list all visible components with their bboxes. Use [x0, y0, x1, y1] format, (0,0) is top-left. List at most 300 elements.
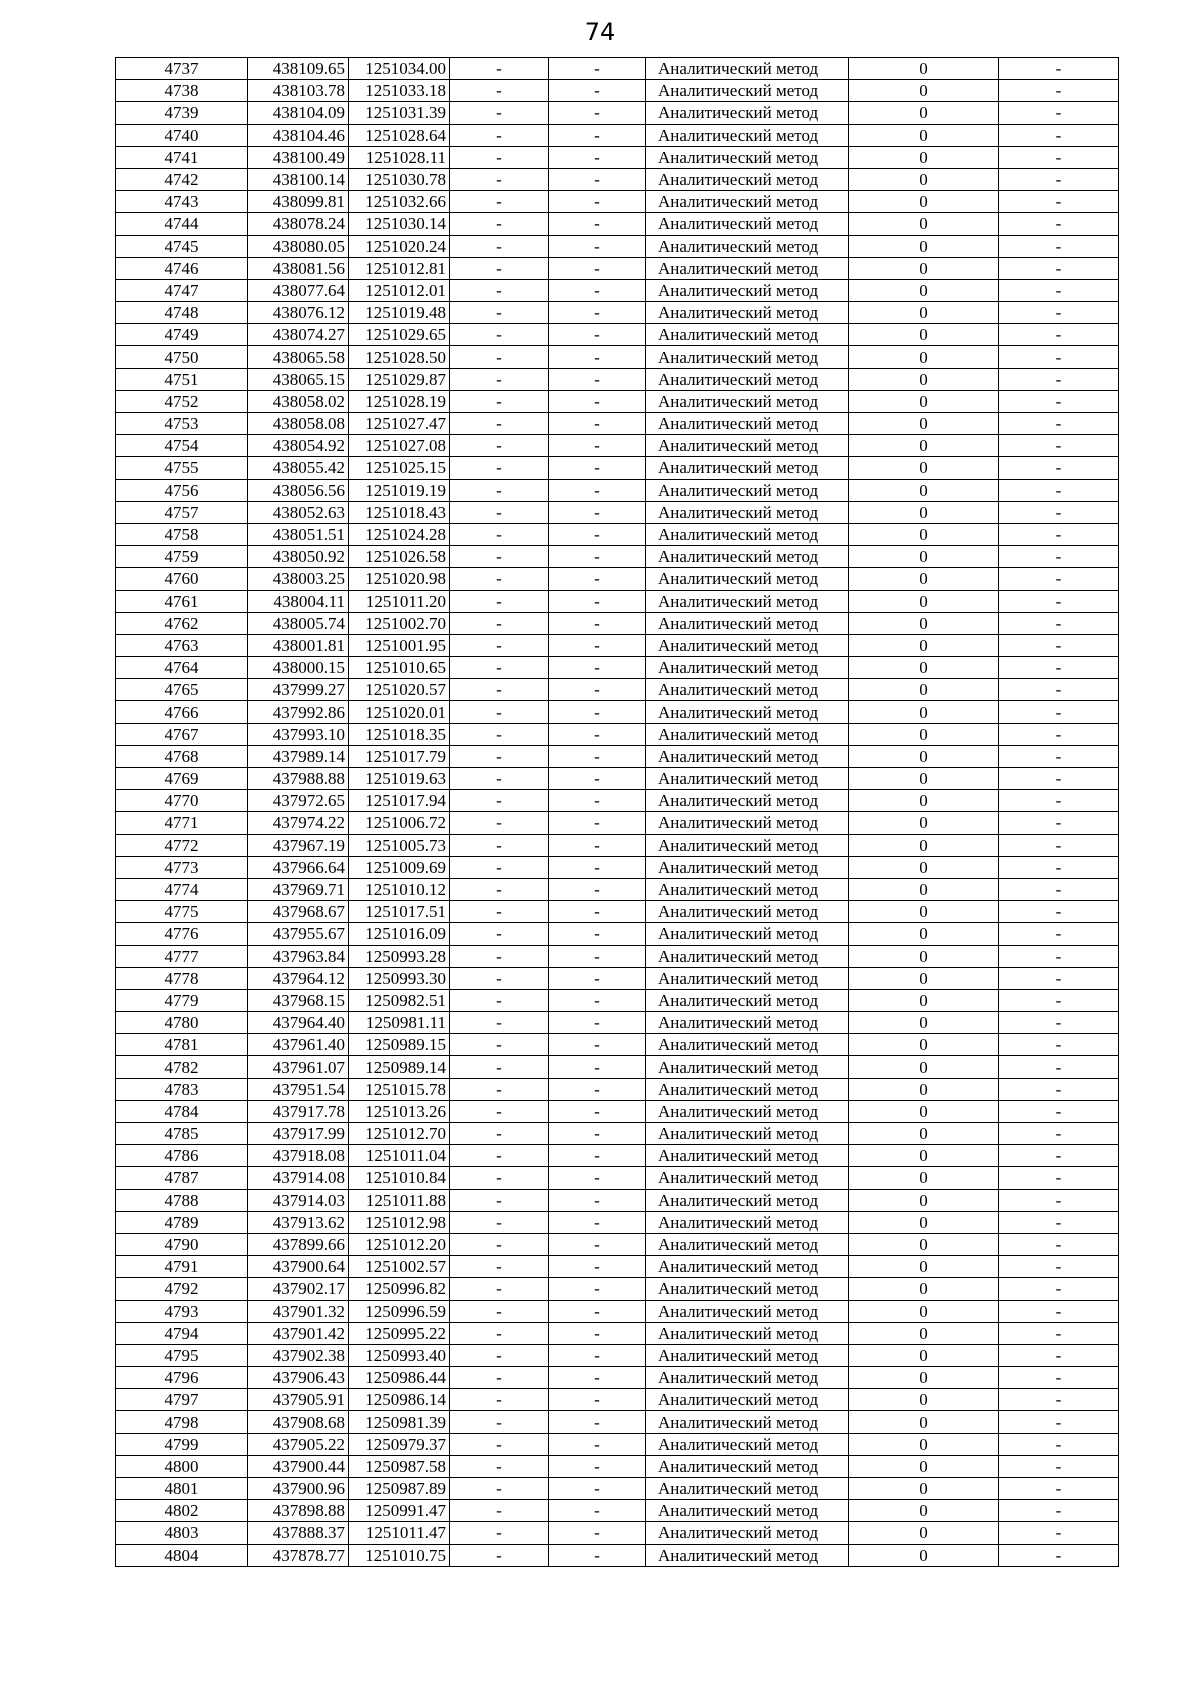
x-coordinate-cell: 438078.24: [248, 213, 349, 235]
dash-cell: -: [999, 324, 1119, 346]
point-number-cell: 4770: [116, 790, 248, 812]
y-coordinate-cell: 1251016.09: [349, 923, 450, 945]
x-coordinate-cell: 437900.64: [248, 1256, 349, 1278]
point-number-cell: 4794: [116, 1322, 248, 1344]
x-coordinate-cell: 437901.42: [248, 1322, 349, 1344]
table-row: [116, 901, 1119, 923]
table-row: [116, 1100, 1119, 1122]
table-row: [116, 590, 1119, 612]
method-cell: Аналитический метод: [646, 1389, 849, 1411]
zero-value-cell: 0: [849, 612, 999, 634]
zero-value-cell: 0: [849, 812, 999, 834]
method-cell: Аналитический метод: [646, 1411, 849, 1433]
point-number-cell: 4787: [116, 1167, 248, 1189]
table-row: [116, 1145, 1119, 1167]
point-number-cell: 4803: [116, 1522, 248, 1544]
zero-value-cell: 0: [849, 257, 999, 279]
x-coordinate-cell: 437917.78: [248, 1100, 349, 1122]
table-row: [116, 745, 1119, 767]
point-number-cell: 4782: [116, 1056, 248, 1078]
method-cell: Аналитический метод: [646, 302, 849, 324]
method-cell: Аналитический метод: [646, 1078, 849, 1100]
point-number-cell: 4771: [116, 812, 248, 834]
dash-cell: -: [549, 368, 646, 390]
dash-cell: -: [549, 346, 646, 368]
point-number-cell: 4738: [116, 80, 248, 102]
zero-value-cell: 0: [849, 1522, 999, 1544]
dash-cell: -: [450, 1500, 549, 1522]
x-coordinate-cell: 437914.03: [248, 1189, 349, 1211]
dash-cell: -: [450, 1278, 549, 1300]
zero-value-cell: 0: [849, 1455, 999, 1477]
dash-cell: -: [450, 479, 549, 501]
x-coordinate-cell: 437905.22: [248, 1433, 349, 1455]
y-coordinate-cell: 1250993.40: [349, 1344, 450, 1366]
dash-cell: -: [450, 1411, 549, 1433]
x-coordinate-cell: 437964.40: [248, 1012, 349, 1034]
dash-cell: -: [999, 390, 1119, 412]
table-row: [116, 1455, 1119, 1477]
dash-cell: -: [450, 368, 549, 390]
table-row: [116, 967, 1119, 989]
y-coordinate-cell: 1250981.11: [349, 1012, 450, 1034]
dash-cell: -: [549, 989, 646, 1011]
point-number-cell: 4804: [116, 1544, 248, 1566]
coordinates-table: [115, 57, 1119, 1567]
dash-cell: -: [999, 302, 1119, 324]
method-cell: Аналитический метод: [646, 213, 849, 235]
dash-cell: -: [999, 1367, 1119, 1389]
y-coordinate-cell: 1251017.94: [349, 790, 450, 812]
dash-cell: -: [549, 1167, 646, 1189]
dash-cell: -: [450, 1123, 549, 1145]
method-cell: Аналитический метод: [646, 590, 849, 612]
y-coordinate-cell: 1251020.24: [349, 235, 450, 257]
dash-cell: -: [999, 257, 1119, 279]
method-cell: Аналитический метод: [646, 989, 849, 1011]
zero-value-cell: 0: [849, 878, 999, 900]
point-number-cell: 4764: [116, 657, 248, 679]
table-row: [116, 1478, 1119, 1500]
dash-cell: -: [549, 124, 646, 146]
dash-cell: -: [999, 479, 1119, 501]
dash-cell: -: [450, 967, 549, 989]
point-number-cell: 4772: [116, 834, 248, 856]
method-cell: Аналитический метод: [646, 102, 849, 124]
dash-cell: -: [999, 279, 1119, 301]
table-row: [116, 279, 1119, 301]
dash-cell: -: [450, 701, 549, 723]
method-cell: Аналитический метод: [646, 856, 849, 878]
table-row: [116, 146, 1119, 168]
dash-cell: -: [999, 546, 1119, 568]
x-coordinate-cell: 438074.27: [248, 324, 349, 346]
method-cell: Аналитический метод: [646, 1500, 849, 1522]
method-cell: Аналитический метод: [646, 1233, 849, 1255]
table-row: [116, 1233, 1119, 1255]
dash-cell: -: [450, 1478, 549, 1500]
dash-cell: -: [450, 213, 549, 235]
dash-cell: -: [450, 856, 549, 878]
zero-value-cell: 0: [849, 124, 999, 146]
table-row: [116, 168, 1119, 190]
method-cell: Аналитический метод: [646, 790, 849, 812]
point-number-cell: 4758: [116, 523, 248, 545]
zero-value-cell: 0: [849, 945, 999, 967]
x-coordinate-cell: 438001.81: [248, 634, 349, 656]
dash-cell: -: [450, 58, 549, 80]
x-coordinate-cell: 437972.65: [248, 790, 349, 812]
table-row: [116, 1034, 1119, 1056]
zero-value-cell: 0: [849, 435, 999, 457]
table-row: [116, 1167, 1119, 1189]
method-cell: Аналитический метод: [646, 390, 849, 412]
method-cell: Аналитический метод: [646, 1478, 849, 1500]
y-coordinate-cell: 1251019.63: [349, 768, 450, 790]
table-row: [116, 1189, 1119, 1211]
y-coordinate-cell: 1251018.43: [349, 501, 450, 523]
dash-cell: -: [999, 1300, 1119, 1322]
zero-value-cell: 0: [849, 324, 999, 346]
dash-cell: -: [549, 1389, 646, 1411]
dash-cell: -: [549, 723, 646, 745]
dash-cell: -: [549, 1100, 646, 1122]
point-number-cell: 4756: [116, 479, 248, 501]
dash-cell: -: [999, 1344, 1119, 1366]
dash-cell: -: [999, 612, 1119, 634]
table-row: [116, 856, 1119, 878]
point-number-cell: 4744: [116, 213, 248, 235]
dash-cell: -: [450, 1145, 549, 1167]
x-coordinate-cell: 437908.68: [248, 1411, 349, 1433]
dash-cell: -: [450, 901, 549, 923]
dash-cell: -: [999, 790, 1119, 812]
method-cell: Аналитический метод: [646, 923, 849, 945]
y-coordinate-cell: 1250979.37: [349, 1433, 450, 1455]
x-coordinate-cell: 437961.40: [248, 1034, 349, 1056]
y-coordinate-cell: 1251019.48: [349, 302, 450, 324]
x-coordinate-cell: 437969.71: [248, 878, 349, 900]
method-cell: Аналитический метод: [646, 1256, 849, 1278]
table-row: [116, 1278, 1119, 1300]
point-number-cell: 4748: [116, 302, 248, 324]
dash-cell: -: [999, 1433, 1119, 1455]
dash-cell: -: [999, 1389, 1119, 1411]
point-number-cell: 4743: [116, 191, 248, 213]
point-number-cell: 4746: [116, 257, 248, 279]
dash-cell: -: [999, 80, 1119, 102]
method-cell: Аналитический метод: [646, 1544, 849, 1566]
method-cell: Аналитический метод: [646, 546, 849, 568]
table-row: [116, 790, 1119, 812]
zero-value-cell: 0: [849, 1078, 999, 1100]
point-number-cell: 4799: [116, 1433, 248, 1455]
dash-cell: -: [999, 878, 1119, 900]
x-coordinate-cell: 437900.96: [248, 1478, 349, 1500]
dash-cell: -: [549, 80, 646, 102]
zero-value-cell: 0: [849, 479, 999, 501]
dash-cell: -: [999, 124, 1119, 146]
table-row: [116, 1211, 1119, 1233]
table-row: [116, 1411, 1119, 1433]
y-coordinate-cell: 1251025.15: [349, 457, 450, 479]
dash-cell: -: [450, 1012, 549, 1034]
dash-cell: -: [549, 657, 646, 679]
dash-cell: -: [549, 257, 646, 279]
point-number-cell: 4752: [116, 390, 248, 412]
dash-cell: -: [450, 1100, 549, 1122]
dash-cell: -: [450, 989, 549, 1011]
y-coordinate-cell: 1251012.98: [349, 1211, 450, 1233]
method-cell: Аналитический метод: [646, 324, 849, 346]
table-row: [116, 1500, 1119, 1522]
dash-cell: -: [999, 568, 1119, 590]
table-row: [116, 612, 1119, 634]
dash-cell: -: [549, 191, 646, 213]
method-cell: Аналитический метод: [646, 235, 849, 257]
dash-cell: -: [549, 1078, 646, 1100]
x-coordinate-cell: 438056.56: [248, 479, 349, 501]
dash-cell: -: [999, 1500, 1119, 1522]
y-coordinate-cell: 1250996.82: [349, 1278, 450, 1300]
zero-value-cell: 0: [849, 368, 999, 390]
zero-value-cell: 0: [849, 657, 999, 679]
point-number-cell: 4785: [116, 1123, 248, 1145]
dash-cell: -: [549, 1367, 646, 1389]
zero-value-cell: 0: [849, 1478, 999, 1500]
method-cell: Аналитический метод: [646, 1034, 849, 1056]
dash-cell: -: [549, 1256, 646, 1278]
point-number-cell: 4751: [116, 368, 248, 390]
zero-value-cell: 0: [849, 58, 999, 80]
x-coordinate-cell: 438004.11: [248, 590, 349, 612]
coordinates-table-body: [116, 58, 1119, 1567]
dash-cell: -: [450, 568, 549, 590]
method-cell: Аналитический метод: [646, 1455, 849, 1477]
point-number-cell: 4737: [116, 58, 248, 80]
table-row: [116, 923, 1119, 945]
dash-cell: -: [999, 856, 1119, 878]
zero-value-cell: 0: [849, 1544, 999, 1566]
point-number-cell: 4768: [116, 745, 248, 767]
table-row: [116, 657, 1119, 679]
point-number-cell: 4747: [116, 279, 248, 301]
y-coordinate-cell: 1251006.72: [349, 812, 450, 834]
dash-cell: -: [999, 58, 1119, 80]
table-row: [116, 568, 1119, 590]
x-coordinate-cell: 437905.91: [248, 1389, 349, 1411]
point-number-cell: 4791: [116, 1256, 248, 1278]
zero-value-cell: 0: [849, 1189, 999, 1211]
x-coordinate-cell: 437989.14: [248, 745, 349, 767]
dash-cell: -: [450, 745, 549, 767]
point-number-cell: 4790: [116, 1233, 248, 1255]
table-row: [116, 834, 1119, 856]
y-coordinate-cell: 1251009.69: [349, 856, 450, 878]
dash-cell: -: [450, 80, 549, 102]
dash-cell: -: [549, 945, 646, 967]
point-number-cell: 4783: [116, 1078, 248, 1100]
y-coordinate-cell: 1250986.14: [349, 1389, 450, 1411]
dash-cell: -: [450, 657, 549, 679]
zero-value-cell: 0: [849, 102, 999, 124]
dash-cell: -: [999, 523, 1119, 545]
dash-cell: -: [549, 1278, 646, 1300]
table-row: [116, 213, 1119, 235]
dash-cell: -: [999, 1211, 1119, 1233]
dash-cell: -: [549, 745, 646, 767]
x-coordinate-cell: 437967.19: [248, 834, 349, 856]
zero-value-cell: 0: [849, 1256, 999, 1278]
y-coordinate-cell: 1251010.84: [349, 1167, 450, 1189]
method-cell: Аналитический метод: [646, 612, 849, 634]
method-cell: Аналитический метод: [646, 1522, 849, 1544]
dash-cell: -: [549, 1211, 646, 1233]
y-coordinate-cell: 1250995.22: [349, 1322, 450, 1344]
point-number-cell: 4779: [116, 989, 248, 1011]
y-coordinate-cell: 1251001.95: [349, 634, 450, 656]
y-coordinate-cell: 1251012.81: [349, 257, 450, 279]
dash-cell: -: [450, 257, 549, 279]
y-coordinate-cell: 1251017.79: [349, 745, 450, 767]
method-cell: Аналитический метод: [646, 657, 849, 679]
point-number-cell: 4789: [116, 1211, 248, 1233]
dash-cell: -: [450, 1233, 549, 1255]
y-coordinate-cell: 1250987.58: [349, 1455, 450, 1477]
method-cell: Аналитический метод: [646, 1056, 849, 1078]
x-coordinate-cell: 437974.22: [248, 812, 349, 834]
method-cell: Аналитический метод: [646, 435, 849, 457]
dash-cell: -: [999, 168, 1119, 190]
x-coordinate-cell: 438080.05: [248, 235, 349, 257]
zero-value-cell: 0: [849, 1100, 999, 1122]
dash-cell: -: [549, 146, 646, 168]
dash-cell: -: [999, 1012, 1119, 1034]
x-coordinate-cell: 437918.08: [248, 1145, 349, 1167]
method-cell: Аналитический метод: [646, 1167, 849, 1189]
table-row: [116, 368, 1119, 390]
dash-cell: -: [999, 235, 1119, 257]
method-cell: Аналитический метод: [646, 1322, 849, 1344]
dash-cell: -: [450, 1056, 549, 1078]
dash-cell: -: [450, 546, 549, 568]
dash-cell: -: [999, 1145, 1119, 1167]
dash-cell: -: [450, 235, 549, 257]
dash-cell: -: [549, 590, 646, 612]
point-number-cell: 4776: [116, 923, 248, 945]
dash-cell: -: [999, 834, 1119, 856]
table-row: [116, 1367, 1119, 1389]
y-coordinate-cell: 1251010.12: [349, 878, 450, 900]
dash-cell: -: [999, 1256, 1119, 1278]
dash-cell: -: [450, 102, 549, 124]
zero-value-cell: 0: [849, 634, 999, 656]
dash-cell: -: [549, 435, 646, 457]
table-row: [116, 390, 1119, 412]
table-row: [116, 191, 1119, 213]
dash-cell: -: [999, 745, 1119, 767]
table-row: [116, 1078, 1119, 1100]
x-coordinate-cell: 437899.66: [248, 1233, 349, 1255]
table-row: [116, 723, 1119, 745]
x-coordinate-cell: 437917.99: [248, 1123, 349, 1145]
dash-cell: -: [450, 1522, 549, 1544]
dash-cell: -: [999, 812, 1119, 834]
table-row: [116, 1389, 1119, 1411]
point-number-cell: 4786: [116, 1145, 248, 1167]
zero-value-cell: 0: [849, 413, 999, 435]
point-number-cell: 4760: [116, 568, 248, 590]
x-coordinate-cell: 438104.09: [248, 102, 349, 124]
dash-cell: -: [999, 1123, 1119, 1145]
dash-cell: -: [549, 1544, 646, 1566]
y-coordinate-cell: 1251028.11: [349, 146, 450, 168]
zero-value-cell: 0: [849, 967, 999, 989]
point-number-cell: 4781: [116, 1034, 248, 1056]
method-cell: Аналитический метод: [646, 568, 849, 590]
dash-cell: -: [999, 923, 1119, 945]
y-coordinate-cell: 1251027.08: [349, 435, 450, 457]
dash-cell: -: [450, 634, 549, 656]
point-number-cell: 4773: [116, 856, 248, 878]
dash-cell: -: [450, 146, 549, 168]
zero-value-cell: 0: [849, 923, 999, 945]
zero-value-cell: 0: [849, 901, 999, 923]
method-cell: Аналитический метод: [646, 346, 849, 368]
dash-cell: -: [450, 324, 549, 346]
point-number-cell: 4750: [116, 346, 248, 368]
method-cell: Аналитический метод: [646, 1189, 849, 1211]
y-coordinate-cell: 1251027.47: [349, 413, 450, 435]
point-number-cell: 4749: [116, 324, 248, 346]
dash-cell: -: [549, 1411, 646, 1433]
dash-cell: -: [450, 191, 549, 213]
method-cell: Аналитический метод: [646, 945, 849, 967]
y-coordinate-cell: 1251032.66: [349, 191, 450, 213]
y-coordinate-cell: 1251020.01: [349, 701, 450, 723]
x-coordinate-cell: 438077.64: [248, 279, 349, 301]
dash-cell: -: [450, 812, 549, 834]
point-number-cell: 4795: [116, 1344, 248, 1366]
zero-value-cell: 0: [849, 279, 999, 301]
dash-cell: -: [549, 457, 646, 479]
table-row: [116, 58, 1119, 80]
point-number-cell: 4788: [116, 1189, 248, 1211]
dash-cell: -: [549, 1500, 646, 1522]
x-coordinate-cell: 438099.81: [248, 191, 349, 213]
dash-cell: -: [549, 302, 646, 324]
dash-cell: -: [450, 1433, 549, 1455]
table-row: [116, 235, 1119, 257]
point-number-cell: 4745: [116, 235, 248, 257]
zero-value-cell: 0: [849, 1433, 999, 1455]
x-coordinate-cell: 437902.38: [248, 1344, 349, 1366]
x-coordinate-cell: 438076.12: [248, 302, 349, 324]
dash-cell: -: [549, 1123, 646, 1145]
dash-cell: -: [450, 790, 549, 812]
dash-cell: -: [549, 1300, 646, 1322]
method-cell: Аналитический метод: [646, 368, 849, 390]
dash-cell: -: [999, 768, 1119, 790]
y-coordinate-cell: 1251012.70: [349, 1123, 450, 1145]
dash-cell: -: [549, 324, 646, 346]
dash-cell: -: [549, 479, 646, 501]
dash-cell: -: [549, 1433, 646, 1455]
x-coordinate-cell: 438103.78: [248, 80, 349, 102]
x-coordinate-cell: 438100.14: [248, 168, 349, 190]
y-coordinate-cell: 1250989.15: [349, 1034, 450, 1056]
zero-value-cell: 0: [849, 1278, 999, 1300]
